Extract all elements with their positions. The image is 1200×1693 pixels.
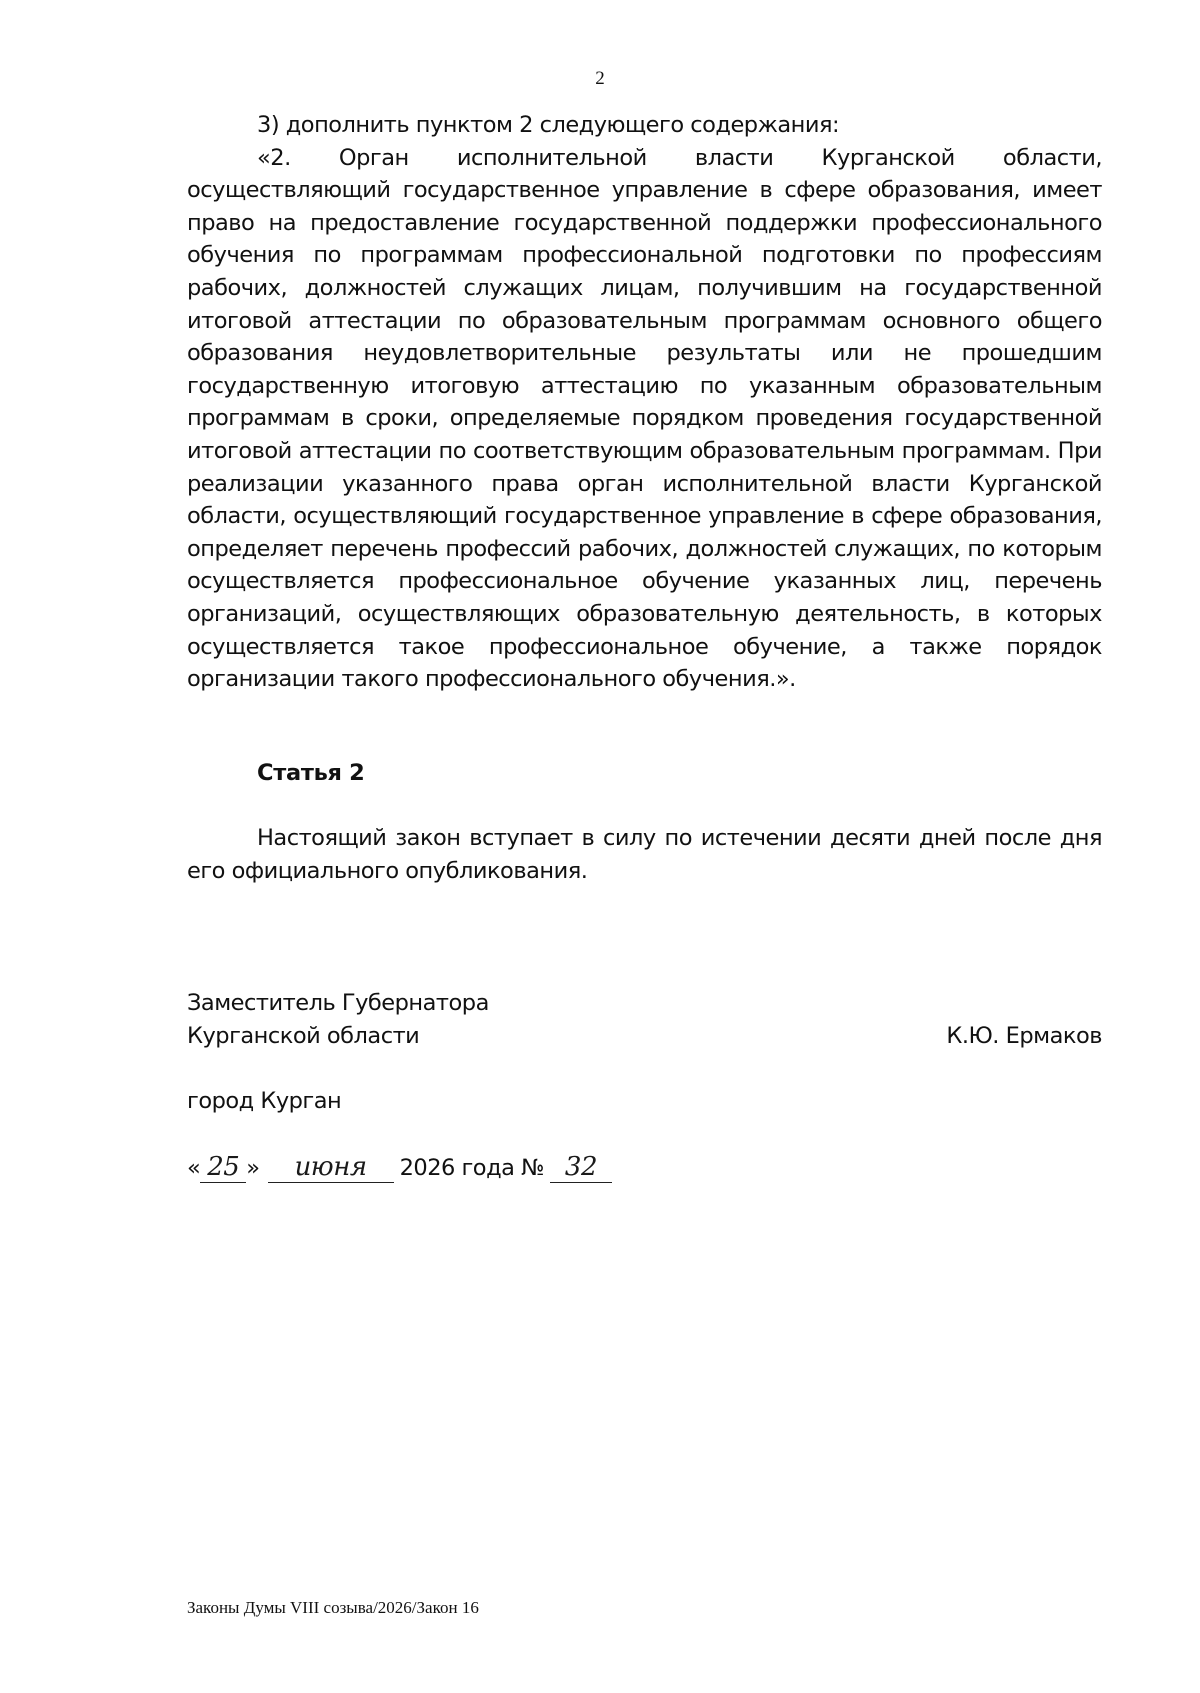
- footer-reference: Законы Думы VIII созыва/2026/Закон 16: [187, 1598, 479, 1617]
- date-year-text: 2026 года №: [399, 1155, 544, 1181]
- article-2-heading: Статья 2: [257, 760, 365, 786]
- date-day-handwritten: 25: [200, 1152, 246, 1183]
- date-open-quote: «: [187, 1155, 201, 1181]
- signature-title-line-2: Курганской области: [187, 1022, 420, 1049]
- date-close-quote: »: [246, 1155, 260, 1181]
- amendment-item-3-text: «2. Орган исполнительной власти Курганской области, осуществляющий государственное управление в сфере образования, имеет право на предоставление государственной поддержки профессионального обучения по программам профессиональной подготовки по профессиям рабочих, должностей служащих лицам, получившим на государственной итоговой аттестации по образовательным программам основного общего образования неудовлетворительные результаты или не прошедшим государственную итоговую аттестацию по указанным образовательным программам в сроки, определяемые порядком проведения государственной итоговой аттестации по соответствующим образовательным программам. При реализации указанного права орган исполнительной власти Курганской области, осуществляющий государственное управление в сфере образования, определяет перечень профессий рабочих, должностей служащих, по которым осуществляется профессиональное обучение указанных лиц, перечень организаций, осуществляющих образовательную деятельность, в которых осуществляется такое профессиональное обучение, а также порядок организации такого профессионального обучения.».: [187, 144, 1102, 693]
- city-name: город Курган: [187, 1088, 342, 1114]
- amendment-item-3: 3) дополнить пунктом 2 следующего содержания:: [257, 112, 840, 138]
- date-month-handwritten: июня: [268, 1152, 394, 1183]
- page-number: 2: [595, 68, 605, 89]
- date-line: [187, 1148, 612, 1188]
- signature-title-line-1: Заместитель Губернатора: [187, 990, 489, 1016]
- amendment-block: [187, 109, 1102, 696]
- article-2-text: Настоящий закон вступает в силу по истечении десяти дней после дня его официального опубликования.: [187, 825, 1102, 884]
- article-2-block: [187, 822, 1102, 887]
- law-number-handwritten: 32: [550, 1152, 612, 1183]
- signature-title: [187, 987, 489, 1052]
- signature-name: К.Ю. Ермаков: [946, 1023, 1102, 1049]
